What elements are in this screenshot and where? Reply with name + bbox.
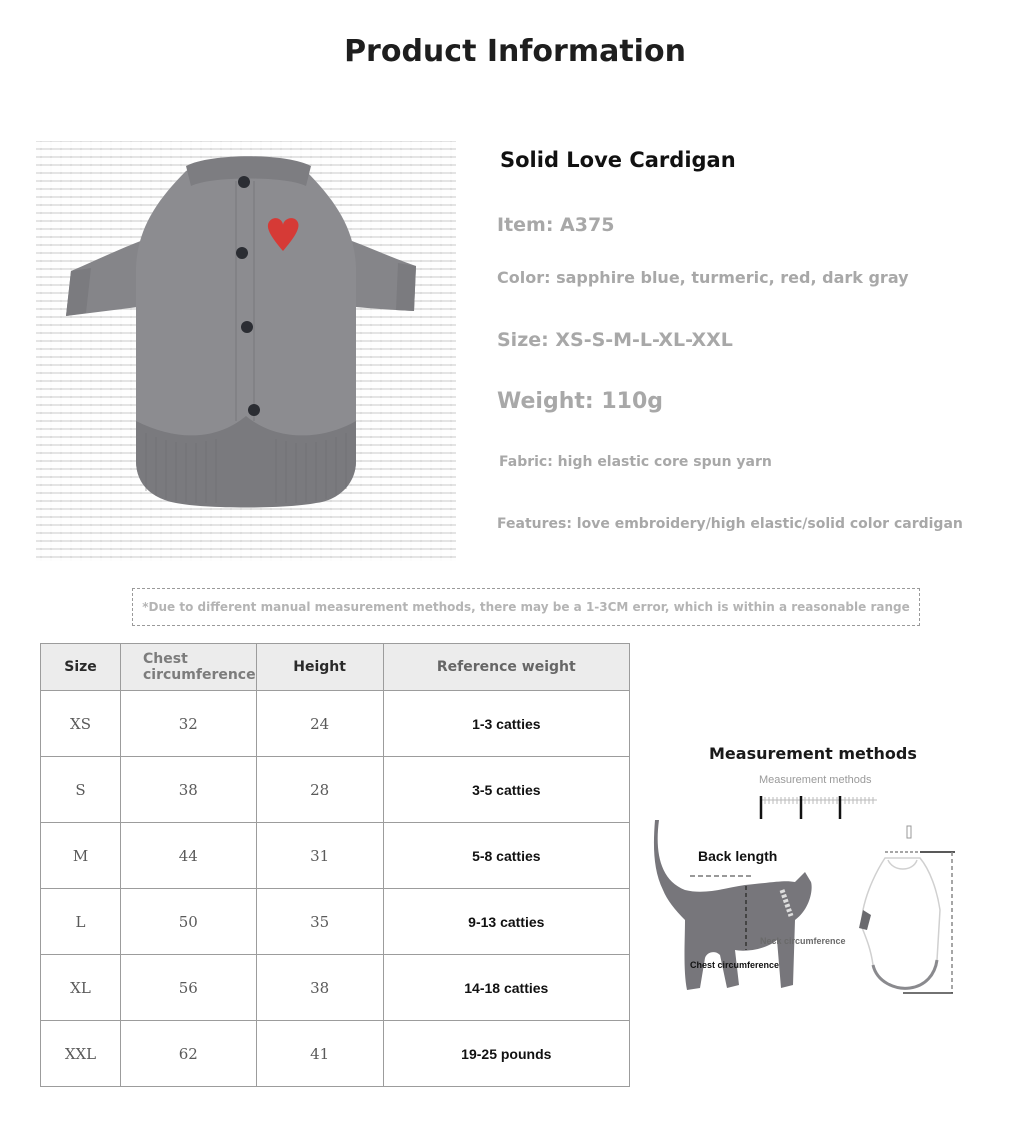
cell-weight: 19-25 pounds: [383, 1021, 629, 1087]
cardigan-illustration: [36, 141, 456, 561]
page-title: Product Information: [344, 34, 686, 69]
cell-weight: 1-3 catties: [383, 691, 629, 757]
table-row: [41, 757, 630, 823]
label-neck-circumference: Neck circumference: [760, 936, 846, 946]
product-photo: [36, 141, 456, 561]
cell-chest: 32: [121, 691, 257, 757]
cell-chest: 62: [121, 1021, 257, 1087]
cell-chest: 44: [121, 823, 257, 889]
product-item: Item: A375: [497, 214, 615, 236]
header-chest: Chest circumference: [121, 644, 257, 691]
cell-size: XL: [41, 955, 121, 1021]
table-row: [41, 691, 630, 757]
cell-height: 38: [256, 955, 383, 1021]
size-table: [40, 643, 630, 1087]
cell-weight: 3-5 catties: [383, 757, 629, 823]
product-color: Color: sapphire blue, turmeric, red, dark gray: [497, 268, 909, 287]
cell-height: 24: [256, 691, 383, 757]
cell-size: XXL: [41, 1021, 121, 1087]
product-features: Features: love embroidery/high elastic/solid color cardigan: [497, 516, 963, 532]
cell-size: M: [41, 823, 121, 889]
cell-size: S: [41, 757, 121, 823]
cell-chest: 50: [121, 889, 257, 955]
cell-chest: 56: [121, 955, 257, 1021]
header-weight: Reference weight: [383, 644, 629, 691]
cell-height: 31: [256, 823, 383, 889]
button-icon: [238, 176, 250, 188]
cell-height: 41: [256, 1021, 383, 1087]
label-chest-circumference: Chest circumference: [690, 960, 780, 970]
measurement-title: Measurement methods: [709, 744, 917, 763]
header-size: Size: [41, 644, 121, 691]
header-height: Height: [256, 644, 383, 691]
table-row: [41, 889, 630, 955]
size-table-header: [41, 644, 630, 691]
product-size: Size: XS-S-M-L-XL-XXL: [497, 329, 733, 351]
product-weight: Weight: 110g: [497, 389, 663, 414]
cell-height: 35: [256, 889, 383, 955]
table-row: [41, 1021, 630, 1087]
garment-outline-icon: [859, 826, 955, 993]
measurement-subtitle: Measurement methods: [759, 774, 872, 786]
cell-weight: 14-18 catties: [383, 955, 629, 1021]
cell-size: L: [41, 889, 121, 955]
measurement-diagram: [645, 790, 1015, 1005]
label-back-length: Back length: [698, 848, 778, 864]
ruler-icon: [761, 796, 877, 819]
cell-weight: 9-13 catties: [383, 889, 629, 955]
table-row: [41, 955, 630, 1021]
measurement-note: [132, 588, 920, 626]
cell-height: 28: [256, 757, 383, 823]
cell-weight: 5-8 catties: [383, 823, 629, 889]
table-row: [41, 823, 630, 889]
measurement-note-text: *Due to different manual measurement methods, there may be a 1-3CM error, which is within a reasonable range: [142, 600, 910, 614]
cell-chest: 38: [121, 757, 257, 823]
product-name: Solid Love Cardigan: [500, 148, 736, 172]
product-fabric: Fabric: high elastic core spun yarn: [499, 454, 772, 470]
cell-size: XS: [41, 691, 121, 757]
